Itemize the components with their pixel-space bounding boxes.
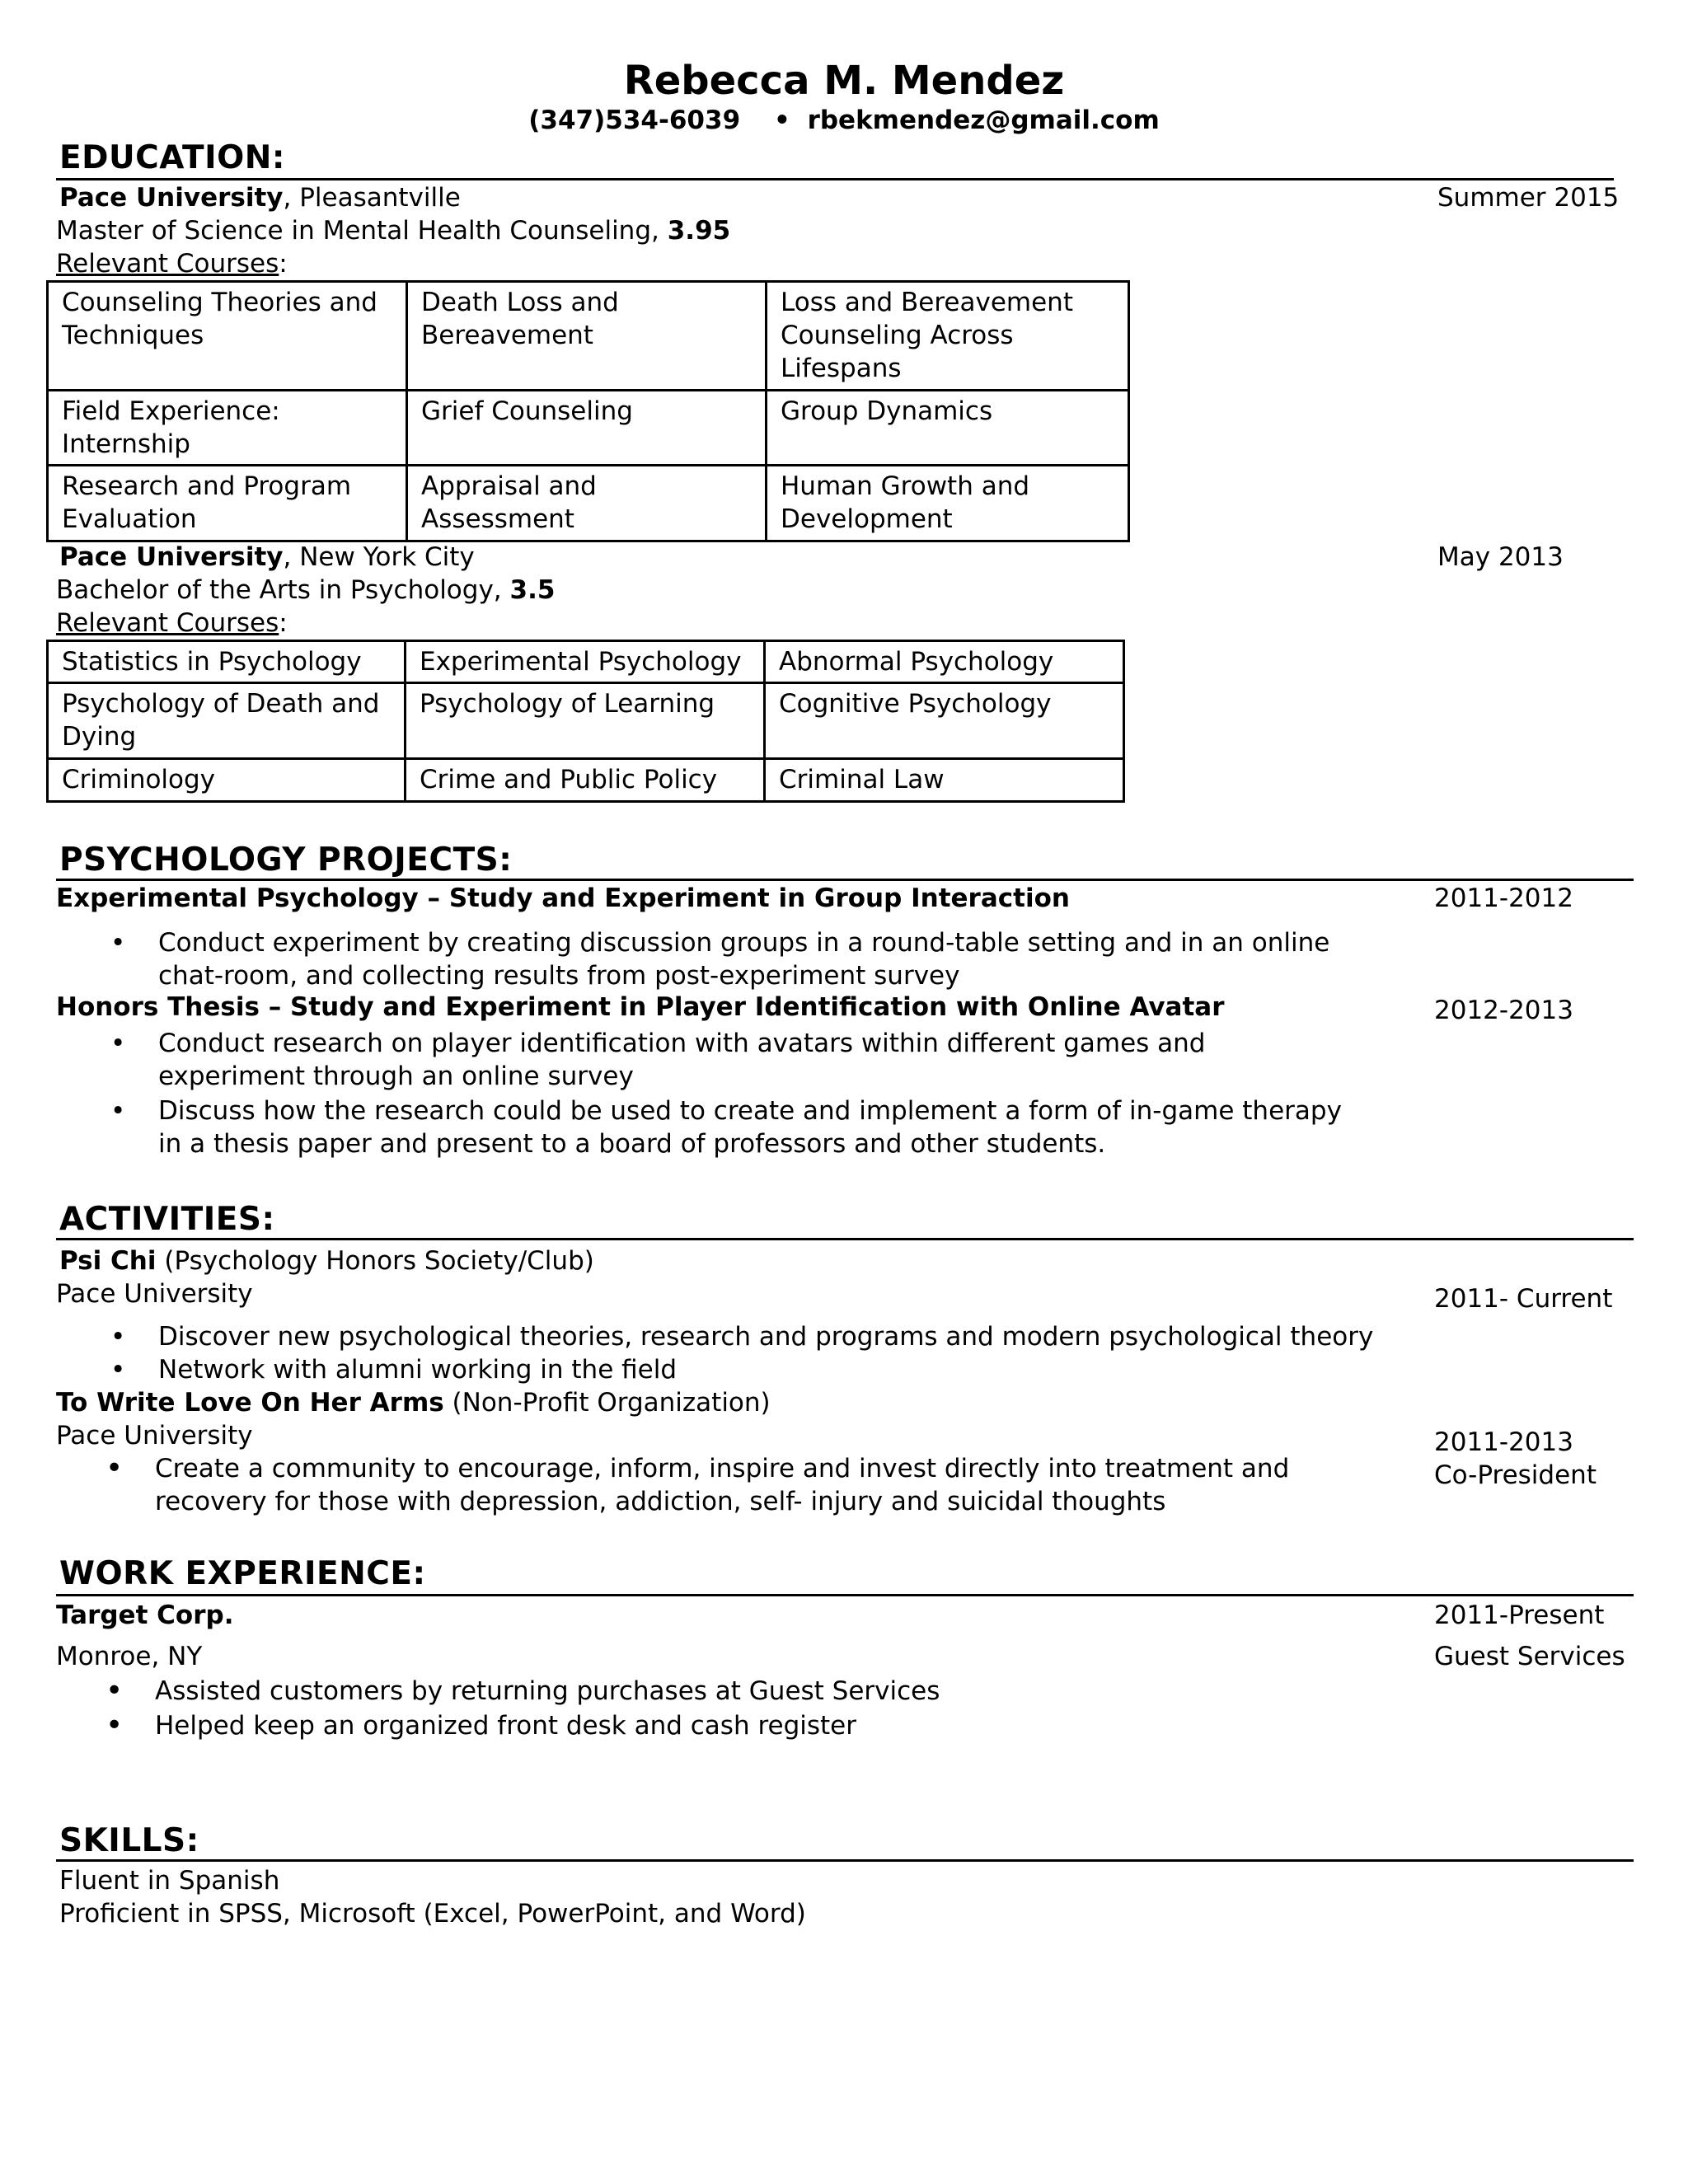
school-name: Pace University: [59, 542, 284, 572]
education-school-1: [59, 181, 461, 214]
project-bullet: Conduct experiment by creating discussion groups in a round-table setting and in an online chat-room, and collecting results from post-experiment survey: [158, 928, 1330, 991]
activities-divider: [56, 1238, 1634, 1240]
work-date: 2011-Present: [1434, 1601, 1605, 1630]
course-cell: Appraisal and Assessment: [407, 466, 767, 541]
course-cell: Counseling Theories and Techniques: [48, 282, 407, 391]
project-bullet: Discuss how the research could be used to create and implement a form of in-game therapy in a thesis paper and present to a board of professors and other students.: [158, 1096, 1342, 1159]
bullet-icon: •: [106, 1708, 124, 1742]
course-cell: Field Experience: Internship: [48, 391, 407, 466]
course-cell: Abnormal Psychology: [765, 641, 1124, 683]
project-date-1: 2011-2012: [1434, 883, 1573, 913]
work-divider: [56, 1594, 1634, 1596]
org-name: To Write Love On Her Arms: [56, 1388, 444, 1418]
education-degree-2: [56, 574, 555, 607]
projects-heading: PSYCHOLOGY PROJECTS:: [59, 841, 513, 879]
work-heading: WORK EXPERIENCE:: [59, 1555, 426, 1592]
bullet-icon: •: [110, 1029, 126, 1058]
course-cell: Crime and Public Policy: [406, 759, 765, 802]
skill-line: Fluent in Spanish: [59, 1866, 280, 1896]
activities-heading: ACTIVITIES:: [59, 1201, 275, 1238]
bullet-icon: •: [110, 928, 126, 958]
work-location: Monroe, NY: [56, 1642, 203, 1671]
degree-title: Master of Science in Mental Health Counseling,: [56, 216, 668, 246]
work-company: Target Corp.: [56, 1601, 234, 1630]
email-address: rbekmendez@gmail.com: [807, 105, 1160, 135]
work-role: Guest Services: [1434, 1642, 1625, 1671]
course-cell: Grief Counseling: [407, 391, 767, 466]
courses-table-1: [46, 280, 1130, 542]
education-divider: [56, 178, 1614, 180]
school-name: Pace University: [59, 183, 284, 213]
course-cell: Death Loss and Bereavement: [407, 282, 767, 391]
org-description: (Psychology Honors Society/Club): [156, 1246, 594, 1276]
bullet-icon: •: [106, 1451, 124, 1485]
activity-place-1: Pace University: [56, 1279, 253, 1309]
degree-gpa: 3.5: [509, 575, 556, 605]
course-cell: Experimental Psychology: [406, 641, 765, 683]
school-location: , Pleasantville: [283, 183, 461, 213]
work-bullet: Helped keep an organized front desk and cash register: [155, 1711, 857, 1741]
activity-date-2: 2011-2013: [1434, 1427, 1573, 1457]
project-title-1: Experimental Psychology – Study and Experiment in Group Interaction: [56, 883, 1070, 913]
activity-org-2: [56, 1386, 771, 1419]
activity-place-2: Pace University: [56, 1421, 253, 1451]
bullet-icon: •: [110, 1322, 126, 1352]
education-date-2: May 2013: [1437, 542, 1564, 572]
course-cell: Research and Program Evaluation: [48, 466, 407, 541]
project-bullet: Conduct research on player identification with avatars within different games and experiment through an online survey: [158, 1029, 1206, 1091]
contact-separator-icon: •: [773, 105, 790, 135]
skills-heading: SKILLS:: [59, 1822, 199, 1859]
activity-org-1: [59, 1244, 594, 1277]
skills-divider: [56, 1859, 1634, 1862]
course-cell: Cognitive Psychology: [765, 683, 1124, 759]
relevant-courses-label-1: Relevant Courses:: [56, 249, 288, 279]
course-cell: Statistics in Psychology: [48, 641, 406, 683]
phone-number: (347)534-6039: [528, 105, 741, 135]
bullet-icon: •: [106, 1674, 124, 1708]
activity-bullet: Create a community to encourage, inform, inspire and invest directly into treatment and recovery for those with depression, addiction, self- injury and suicidal thoughts: [155, 1454, 1290, 1516]
course-cell: Group Dynamics: [767, 391, 1129, 466]
activity-date-1: 2011- Current: [1434, 1284, 1613, 1314]
course-cell: Criminal Law: [765, 759, 1124, 802]
project-title-2: Honors Thesis – Study and Experiment in Player Identification with Online Avatar: [56, 992, 1225, 1022]
activity-role-2: Co-President: [1434, 1460, 1597, 1490]
relevant-courses-label-2: Relevant Courses:: [56, 608, 288, 638]
org-name: Psi Chi: [59, 1246, 157, 1276]
course-cell: Criminology: [48, 759, 406, 802]
resume-name: Rebecca M. Mendez: [623, 58, 1065, 104]
bullet-icon: •: [110, 1096, 126, 1126]
degree-gpa: 3.95: [667, 216, 731, 246]
activity-bullet: Discover new psychological theories, research and programs and modern psychological theory: [158, 1322, 1374, 1352]
activity-bullet: Network with alumni working in the field: [158, 1355, 678, 1385]
bullet-icon: •: [110, 1355, 126, 1385]
work-bullet: Assisted customers by returning purchases at Guest Services: [155, 1676, 940, 1706]
course-cell: Psychology of Learning: [406, 683, 765, 759]
education-school-2: [59, 541, 475, 574]
course-cell: Human Growth and Development: [767, 466, 1129, 541]
projects-divider: [56, 879, 1634, 881]
contact-line: [0, 104, 1688, 137]
org-description: (Non-Profit Organization): [443, 1388, 771, 1418]
education-degree-1: [56, 214, 730, 247]
course-cell: Loss and Bereavement Counseling Across Lifespans: [767, 282, 1129, 391]
skill-line: Proficient in SPSS, Microsoft (Excel, PowerPoint, and Word): [59, 1899, 806, 1929]
courses-table-2: [46, 640, 1125, 803]
education-date-1: Summer 2015: [1437, 183, 1620, 213]
course-cell: Psychology of Death and Dying: [48, 683, 406, 759]
school-location: , New York City: [283, 542, 475, 572]
project-date-2: 2012-2013: [1434, 996, 1573, 1025]
degree-title: Bachelor of the Arts in Psychology,: [56, 575, 510, 605]
education-heading: EDUCATION:: [59, 139, 285, 176]
